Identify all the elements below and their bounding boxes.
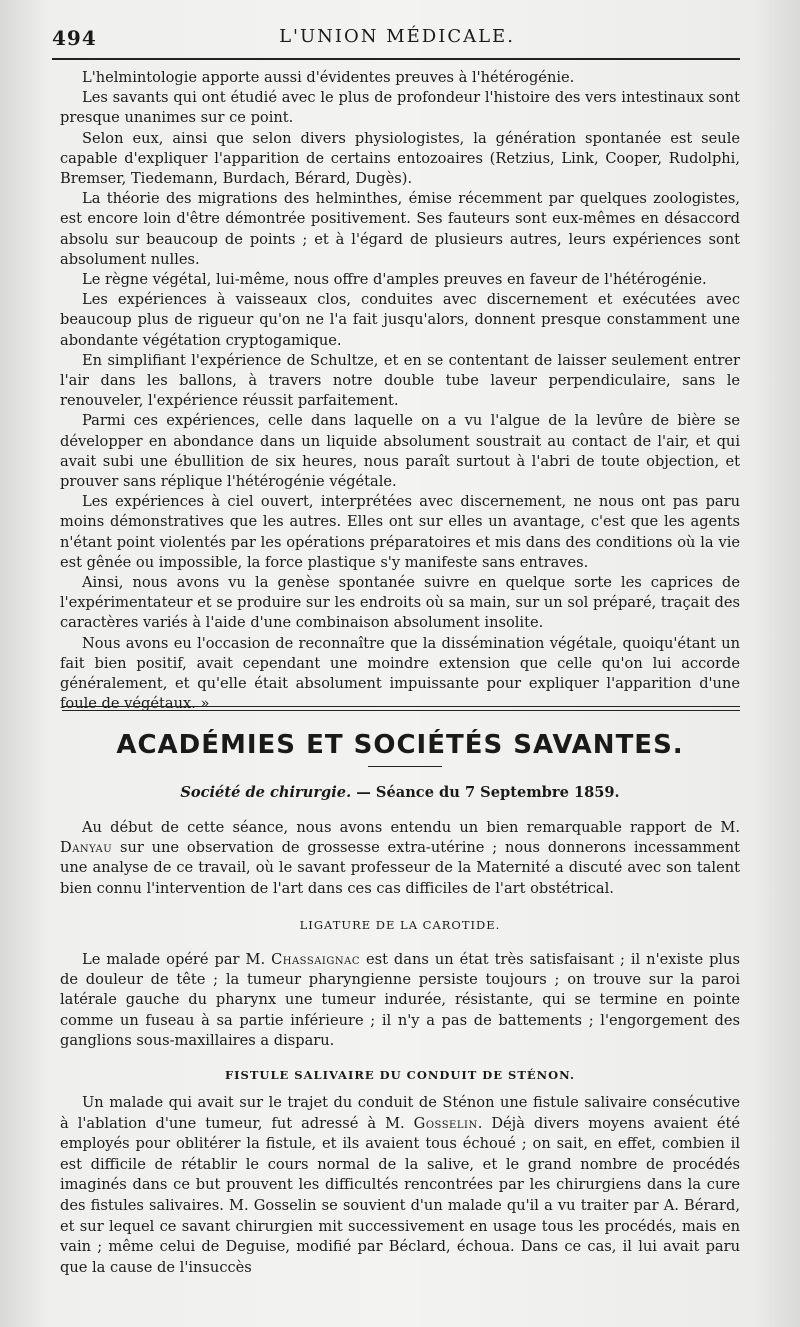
fistule-text-b: . Déjà divers moyens avaient été employés pour oblitérer la fistule, et ils avaient tous échoué ; on sait, en effet, combien il est difficile de rétablir le cours normal de la salive, et le grand nombre de procédés imaginés dans ce but prouvent les difficultés rencontrées par les chirurgiens dans la cure des fistules salivaires. M. Gosselin se souvient d'un malade qu'il a vu traiter par A. Bérard, et sur lequel ce savant chirurgien mit successivement en usage tous les procédés, mais en vain ; même celui de Deguise, modifié par Béclard, échoua. Dans ce cas, il lui avait paru que la cause de l'insuccès <box>60 1114 741 1276</box>
paragraph: Les expériences à vaisseaux clos, conduites avec discernement et exécutées avec beaucoup plus de rigueur qu'on ne l'a fait jusqu'alors, donnent presque constamment une abondante végétation cryptogamique. <box>60 291 740 349</box>
fistule-text-a: Un malade qui avait sur le trajet du conduit de Sténon une fistule salivaire consécutive à l'ablation d'une tumeur, fut adressé à M. <box>60 1094 740 1132</box>
article-body <box>60 68 740 715</box>
paragraph <box>60 950 740 1051</box>
paragraph: Les expériences à ciel ouvert, interprétées avec discernement, ne nous ont pas paru moins démonstratives que les autres. Elles ont sur elles un avantage, c'est que les agents n'étant point violentés par les opérations préparatoires et mis dans des conditions où la vie est gênée ou impossible, la force plastique s'y manifeste sans entraves. <box>60 493 740 571</box>
subheading-fistule: FISTULE SALIVAIRE DU CONDUIT DE STÉNON. <box>225 1068 575 1082</box>
intro-paragraph <box>60 818 740 899</box>
paragraph: En simplifiant l'expérience de Schultze, et en se contentant de laisser seulement entrer l'air dans les ballons, à travers notre double tube laveur perpendiculaire, sans le renouveler, l'expérience réussit parfaitement. <box>60 351 740 410</box>
ligature-paragraph <box>60 950 740 1051</box>
subheading-ligature: LIGATURE DE LA CAROTIDE. <box>299 918 501 932</box>
intro-text-a: Au début de cette séance, nous avons entendu un bien remarquable rapport de M. <box>82 819 740 836</box>
paragraph: Ainsi, nous avons vu la genèse spontanée suivre en quelque sorte les caprices de l'expérimentateur et se produire sur les endroits où sa main, sur un sol préparé, traçait des caractères variés à l'aide d'une combinaison absolument insolite. <box>60 574 740 632</box>
title-underline <box>368 766 442 767</box>
society-name: Société de chirurgie. <box>180 784 352 801</box>
session-line <box>60 784 740 801</box>
page-number: 494 <box>52 26 97 50</box>
paragraph: Selon eux, ainsi que selon divers physiologistes, la génération spontanée est seule capable d'expliquer l'apparition de certains entozoaires (Retzius, Link, Cooper, Rudolphi, Bremser, Tiedemann, Burdach, Bérard, Dugès). <box>60 129 740 188</box>
paragraph: Nous avons eu l'occasion de reconnaître que la dissémination végétale, quoiqu'étant un fait bien positif, avait cependant une moindre extension que celle qu'on lui accorde généralement, et qu'elle était absolument impuissante pour expliquer l'apparition d'une foule de végétaux. » <box>60 634 740 713</box>
paragraph: Le règne végétal, lui-même, nous offre d'amples preuves en faveur de l'hétérogénie. <box>82 271 707 289</box>
journal-title: L'UNION MÉDICALE. <box>279 26 515 47</box>
session-date: — Séance du 7 Septembre 1859. <box>351 784 620 801</box>
header-rule <box>52 58 740 60</box>
section-divider <box>62 706 740 714</box>
section-title: ACADÉMIES ET SOCIÉTÉS SAVANTES. <box>116 730 684 760</box>
person-name: Gosselin <box>413 1114 478 1132</box>
ligature-text-b: est dans un état très satisfaisant ; il n'existe plus de douleur de tête ; la tumeur pharyngienne persiste toujours ; on trouve sur la paroi latérale gauche du pharynx une tumeur indurée, résistante, qui se termine en pointe comme un fuseau à sa partie inférieure ; il n'y a pas de battements ; l'engorgement des ganglions sous-maxillaires a disparu. <box>60 951 740 1049</box>
paragraph: Parmi ces expériences, celle dans laquelle on a vu l'algue de la levûre de bière se développer en abondance dans un liquide absolument soustrait au contact de l'air, et qui avait subi une ébullition de six heures, nous paraît surtout à l'abri de toute objection, et prouver sans réplique l'hétérogénie végétale. <box>60 412 740 491</box>
paragraph: Les savants qui ont étudié avec le plus de profondeur l'histoire des vers intestinaux sont presque unanimes sur ce point. <box>60 89 740 127</box>
person-name: Danyau <box>60 839 113 857</box>
person-name: Chassaignac <box>271 951 360 968</box>
page-header <box>52 22 742 56</box>
fistule-paragraph <box>60 1093 740 1278</box>
intro-text-b: sur une observation de grossesse extra-utérine ; nous donnerons incessamment une analyse de ce travail, où le savant professeur de la Maternité a discuté avec son talent bien connu l'intervention de l'art dans ces cas difficiles de l'art obstétrical. <box>60 839 740 897</box>
ligature-text-a: Le malade opéré par M. <box>82 951 272 968</box>
paragraph: La théorie des migrations des helminthes, émise récemment par quelques zoologistes, est encore loin d'être démontrée positivement. Ses fauteurs sont eux-mêmes en désaccord absolu sur beaucoup de points ; et à l'égard de plusieurs autres, leurs expériences sont absolument nulles. <box>60 190 740 268</box>
paragraph <box>60 1093 740 1278</box>
paragraph: L'helmintologie apporte aussi d'évidentes preuves à l'hétérogénie. <box>82 69 575 86</box>
paragraph <box>60 818 740 899</box>
